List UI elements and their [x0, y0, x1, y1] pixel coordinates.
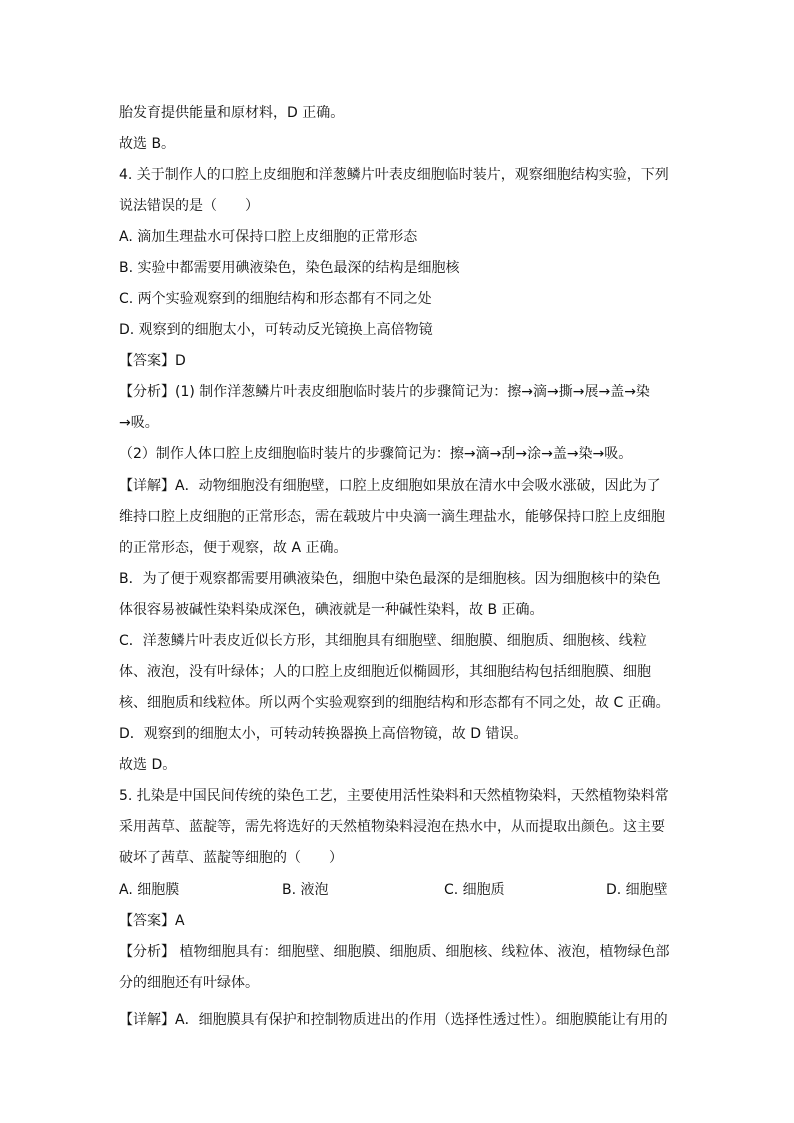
- text-line: 胎发育提供能量和原材料，D 正确。: [119, 105, 345, 121]
- question-4-stem: 4. 关于制作人的口腔上皮细胞和洋葱鳞片叶表皮细胞临时装片，观察细胞结构实验，下列: [119, 167, 669, 183]
- explanation-text: 维持口腔上皮细胞的正常形态，需在载玻片中央滴一滴生理盐水，能够保持口腔上皮细胞: [119, 509, 665, 525]
- question-4-option-b: B. 实验中都需要用碘液染色，染色最深的结构是细胞核: [119, 260, 460, 276]
- explanation-text: 【详解】A．动物细胞没有细胞壁，口腔上皮细胞如果放在清水中会吸水涨破，因此为了: [119, 478, 661, 494]
- question-5-option-b: B. 液泡: [282, 882, 329, 898]
- question-5-stem: 破坏了茜草、蓝靛等细胞的（ ）: [119, 850, 343, 866]
- explanation-text: 核、细胞质和线粒体。所以两个实验观察到的细胞结构和形态都有不同之处，故 C 正确。: [119, 695, 670, 711]
- explanation-text: B．为了便于观察都需要用碘液染色，细胞中染色最深的是细胞核。因为细胞核中的染色: [119, 571, 661, 587]
- explanation-text: 的正常形态，便于观察，故 A 正确。: [119, 540, 348, 556]
- question-4-option-c: C. 两个实验观察到的细胞结构和形态都有不同之处: [119, 291, 432, 307]
- explanation-text: C．洋葱鳞片叶表皮近似长方形，其细胞具有细胞壁、细胞膜、细胞质、细胞核、线粒: [119, 633, 647, 649]
- analysis-text: 分的细胞还有叶绿体。: [119, 975, 259, 991]
- analysis-text: （2）制作人体口腔上皮细胞临时装片的步骤简记为：擦→滴→刮→涂→盖→染→吸。: [119, 446, 633, 462]
- question-5-stem: 采用茜草、蓝靛等，需先将选好的天然植物染料浸泡在热水中，从而提取出颜色。这主要: [119, 819, 665, 835]
- text-line: 故选 B。: [119, 136, 176, 152]
- explanation-text: 体很容易被碱性染料染成深色，碘液就是一种碱性染料，故 B 正确。: [119, 602, 544, 618]
- analysis-text: 【分析】 植物细胞具有：细胞壁、细胞膜、细胞质、细胞核、线粒体、液泡，植物绿色部: [119, 944, 670, 960]
- question-4-stem: 说法错误的是（ ）: [119, 198, 259, 214]
- explanation-text: 【详解】A．细胞膜具有保护和控制物质进出的作用（选择性透过性）。细胞膜能让有用的: [119, 1012, 668, 1028]
- explanation-text: 体、液泡，没有叶绿体；人的口腔上皮细胞近似椭圆形，其细胞结构包括细胞膜、细胞: [119, 664, 651, 680]
- analysis-text: 【分析】(1) 制作洋葱鳞片叶表皮细胞临时装片的步骤简记为：擦→滴→撕→展→盖→染: [119, 384, 650, 400]
- question-4-option-a: A. 滴加生理盐水可保持口腔上皮细胞的正常形态: [119, 229, 418, 245]
- question-5-options: [119, 880, 679, 900]
- question-5-stem: 5. 扎染是中国民间传统的染色工艺，主要使用活性染料和天然植物染料，天然植物染料常: [119, 788, 669, 804]
- answer-label: 【答案】D: [119, 353, 186, 369]
- question-5-option-d: D. 细胞壁: [606, 882, 668, 898]
- question-5-option-c: C. 细胞质: [444, 882, 505, 898]
- answer-label: 【答案】A: [119, 913, 185, 929]
- question-5-option-a: A. 细胞膜: [119, 882, 180, 898]
- analysis-text: →吸。: [119, 415, 159, 431]
- question-4-option-d: D. 观察到的细胞太小，可转动反光镜换上高倍物镜: [119, 322, 433, 338]
- explanation-text: D．观察到的细胞太小，可转动转换器换上高倍物镜，故 D 错误。: [119, 726, 528, 742]
- conclusion-text: 故选 D。: [119, 757, 177, 773]
